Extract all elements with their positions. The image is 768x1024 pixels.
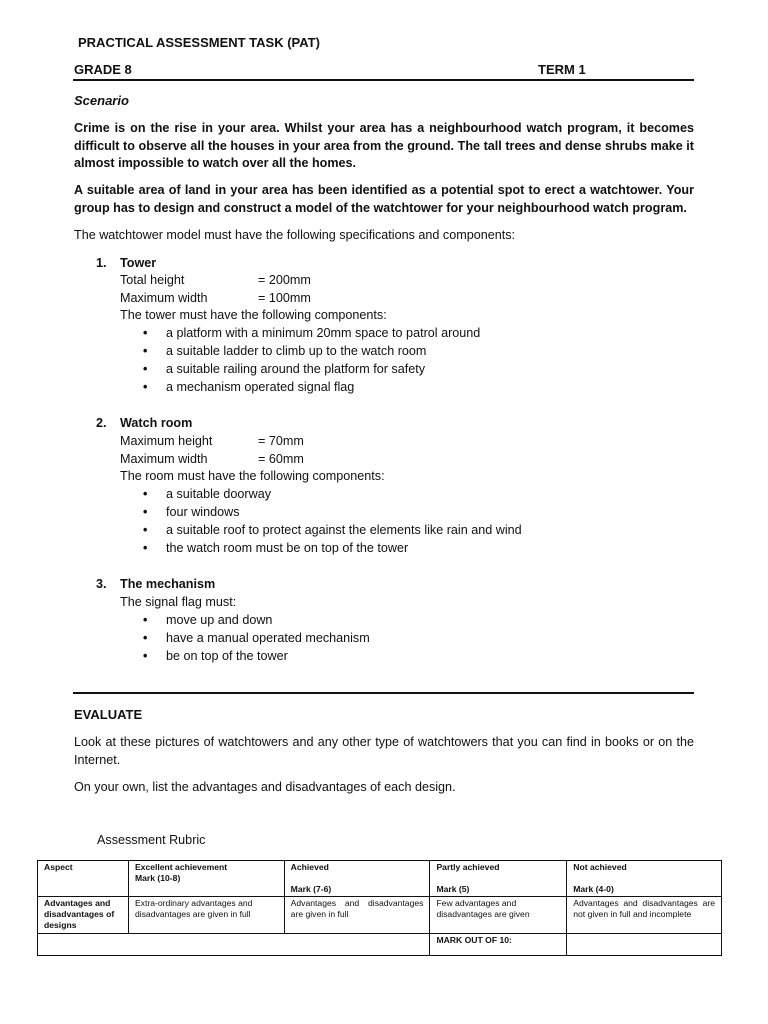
evaluate-paragraph-2: On your own, list the advantages and disadvantages of each design. — [74, 780, 456, 794]
rubric-excellent-cell: Extra-ordinary advantages and disadvantages are given in full — [128, 897, 284, 934]
mechanism-heading: The mechanism — [120, 577, 216, 591]
mechanism-number: 3. — [96, 577, 107, 591]
evaluate-paragraph-1: Look at these pictures of watchtowers and any other type of watchtowers that you can find in books or on the Internet. — [74, 735, 694, 767]
term-label: TERM 1 — [538, 62, 586, 77]
header-achieved: Achieved Mark (7-6) — [284, 861, 430, 897]
rubric-header-row — [38, 861, 722, 897]
mark-out-of-label: MARK OUT OF 10: — [430, 934, 567, 956]
watch-room-width-value: = 60mm — [258, 452, 304, 466]
mechanism-item: • move up and down — [166, 613, 272, 627]
section-divider — [73, 692, 694, 694]
tower-item: • a suitable railing around the platform for safety — [166, 362, 425, 376]
rubric-achieved-cell: Advantages and disadvantages are given in full — [284, 897, 430, 934]
watch-room-components-intro: The room must have the following components: — [120, 469, 385, 483]
watch-room-item: • four windows — [166, 505, 240, 519]
tower-height-value: = 200mm — [258, 273, 311, 287]
tower-heading: Tower — [120, 256, 157, 270]
tower-item: • a mechanism operated signal flag — [166, 380, 354, 394]
header-aspect: Aspect — [38, 861, 129, 897]
assessment-rubric-table — [37, 860, 722, 956]
tower-item: • a platform with a minimum 20mm space to patrol around — [166, 326, 480, 340]
rubric-total-spacer — [38, 934, 430, 956]
rubric-partly-cell: Few advantages and disadvantages are given — [430, 897, 567, 934]
tower-width-label: Maximum width — [120, 291, 208, 305]
mechanism-item: • have a manual operated mechanism — [166, 631, 370, 645]
rubric-not-achieved-cell: Advantages and disadvantages are not given in full and incomplete — [567, 897, 722, 934]
tower-number: 1. — [96, 256, 107, 270]
grade-label: GRADE 8 — [74, 62, 132, 77]
header-divider — [73, 79, 694, 81]
rubric-aspect-cell: Advantages and disadvantages of designs — [38, 897, 129, 934]
rubric-total-row — [38, 934, 722, 956]
mark-input-cell[interactable] — [567, 934, 722, 956]
tower-item: • a suitable ladder to climb up to the watch room — [166, 344, 426, 358]
tower-width-value: = 100mm — [258, 291, 311, 305]
scenario-paragraph-2: A suitable area of land in your area has been identified as a potential spot to erect a watchtower. Your group has to design and construct a model of the watchtower for your neighbourhood watch program. — [74, 183, 694, 215]
evaluate-heading: EVALUATE — [74, 707, 143, 722]
watch-room-item: • a suitable doorway — [166, 487, 271, 501]
header-not-achieved: Not achieved Mark (4-0) — [567, 861, 722, 897]
watch-room-height-label: Maximum height — [120, 434, 213, 448]
watch-room-item: • a suitable roof to protect against the elements like rain and wind — [166, 523, 522, 537]
document-title: PRACTICAL ASSESSMENT TASK (PAT) — [78, 35, 320, 50]
tower-height-label: Total height — [120, 273, 185, 287]
watch-room-width-label: Maximum width — [120, 452, 208, 466]
scenario-heading: Scenario — [74, 93, 129, 108]
watch-room-heading: Watch room — [120, 416, 193, 430]
watch-room-item: • the watch room must be on top of the tower — [166, 541, 408, 555]
header-partly: Partly achieved Mark (5) — [430, 861, 567, 897]
scenario-paragraph-1: Crime is on the rise in your area. Whilst your area has a neighbourhood watch program, it becomes difficult to observe all the houses in your area from the ground. The tall trees and dense shrubs make it almost impossible to watch over all the homes. — [74, 121, 694, 170]
watch-room-height-value: = 70mm — [258, 434, 304, 448]
watch-room-number: 2. — [96, 416, 107, 430]
tower-components-intro: The tower must have the following components: — [120, 308, 387, 322]
mechanism-item: • be on top of the tower — [166, 649, 288, 663]
table-row — [38, 897, 722, 934]
rubric-title: Assessment Rubric — [97, 833, 206, 847]
specifications-intro: The watchtower model must have the following specifications and components: — [74, 228, 516, 242]
header-excellent: Excellent achievement Mark (10-8) — [128, 861, 284, 897]
mechanism-intro: The signal flag must: — [120, 595, 237, 609]
